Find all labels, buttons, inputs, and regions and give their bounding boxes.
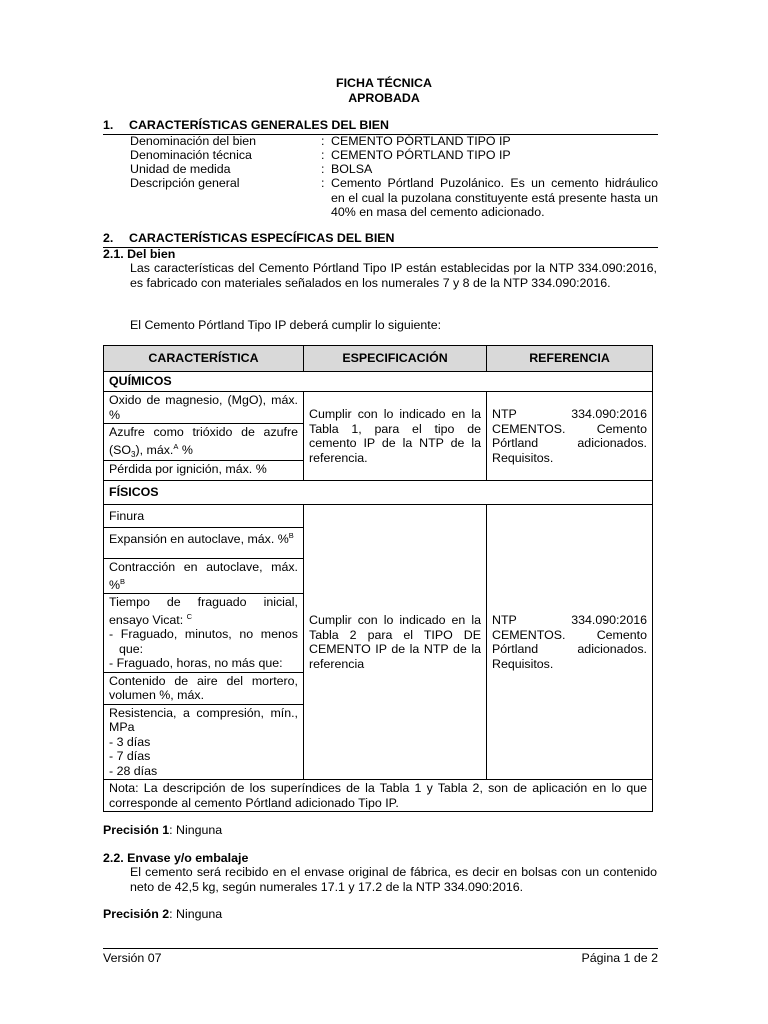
- footer-divider: [103, 948, 658, 949]
- cell-quimicos-especificacion: Cumplir con lo indicado en la Tabla 1, para el tipo de cemento IP de la NTP de la referencia.: [304, 392, 487, 481]
- general-colon: :: [321, 176, 325, 190]
- general-label: Descripción general: [130, 176, 240, 190]
- cell-contraccion-autoclave: [104, 559, 304, 594]
- table-row: [104, 505, 653, 528]
- cell-fisicos-especificacion: Cumplir con lo indicado en la Tabla 2 para el TIPO DE CEMENTO IP de la NTP de la referencia: [304, 505, 487, 780]
- table-row-quimicos-title: [104, 372, 653, 392]
- table-row-fisicos-title: [104, 481, 653, 505]
- general-colon: :: [321, 134, 325, 148]
- general-colon: :: [321, 162, 325, 176]
- text-contraccion: Contracción en autoclave, máx. %: [109, 560, 298, 592]
- text-expansion: Expansión en autoclave, máx. %: [109, 532, 289, 547]
- section-1-title: CARACTERÍSTICAS GENERALES DEL BIEN: [129, 118, 389, 132]
- specification-table: [103, 345, 653, 812]
- section-2-heading: [103, 231, 658, 248]
- footer-page-number: Página 1 de 2: [581, 951, 658, 965]
- text-azufre-b: ), máx.: [135, 442, 174, 457]
- superscript-c: C: [186, 611, 193, 621]
- paragraph-cumplir: El Cemento Pórtland Tipo IP deberá cumplir lo siguiente:: [130, 318, 442, 332]
- paragraph-envase: El cemento será recibido en el envase original de fábrica, es decir en bolsas con un contenido neto de 42,5 kg, según numerales 17.1 y 17.2 de la NTP 334.090:2016.: [130, 865, 657, 894]
- general-value: Cemento Pórtland Puzolánico. Es un cemento hidráulico en el cual la puzolana constituyente está presente hasta un 40% en masa del cemento adicionado.: [331, 176, 658, 219]
- precision-1: [103, 823, 222, 838]
- subscript-3: 3: [131, 449, 136, 459]
- general-label: Unidad de medida: [130, 162, 231, 176]
- table-header-row: [104, 346, 653, 372]
- header-especificacion: ESPECIFICACIÓN: [304, 346, 487, 372]
- text-fraguado-horas: - Fraguado, horas, no más que:: [109, 656, 283, 671]
- general-value: CEMENTO PÓRTLAND TIPO IP: [331, 134, 511, 148]
- header-caracteristica: CARACTERÍSTICA: [104, 346, 304, 372]
- paragraph-del-bien: Las características del Cemento Pórtland Tipo IP están establecidas por la NTP 334.090:2016, es fabricado con materiales señalados en los numerales 7 y 8 de la NTP 334.090:2016.: [130, 261, 657, 290]
- cell-fisicos-referencia: NTP 334.090:2016 CEMENTOS. Cemento Pórtland adicionados. Requisitos.: [487, 505, 653, 780]
- superscript-b: B: [120, 576, 126, 586]
- precision-1-label: Precisión 1: [103, 823, 170, 837]
- cell-expansion-autoclave: [104, 528, 304, 559]
- section-1-heading: [103, 118, 658, 135]
- category-quimicos: QUÍMICOS: [104, 372, 653, 392]
- cell-tiempo-fraguado: [104, 594, 304, 673]
- section-2-title: CARACTERÍSTICAS ESPECÍFICAS DEL BIEN: [129, 231, 395, 245]
- precision-2-label: Precisión 2: [103, 907, 170, 921]
- general-value: CEMENTO PÓRTLAND TIPO IP: [331, 148, 511, 162]
- text-tiempo-fraguado: [109, 595, 298, 627]
- cell-quimicos-referencia: NTP 334.090:2016 CEMENTOS. Cemento Pórtland adicionados. Requisitos.: [487, 392, 653, 481]
- doc-title: FICHA TÉCNICA: [336, 76, 432, 90]
- section-1-number: 1.: [103, 118, 114, 132]
- general-label: Denominación técnica: [130, 148, 252, 162]
- cell-perdida-ignicion: Pérdida por ignición, máx. %: [104, 461, 304, 481]
- header-referencia: REFERENCIA: [487, 346, 653, 372]
- text-7-dias: - 7 días: [109, 749, 151, 764]
- text-azufre-a: Azufre como trióxido de azufre (SO: [109, 425, 298, 457]
- footer-version: Versión 07: [103, 951, 162, 965]
- subsection-2-2-title: 2.2. Envase y/o embalaje: [103, 851, 249, 865]
- superscript-a: A: [173, 441, 179, 451]
- general-label: Denominación del bien: [130, 134, 257, 148]
- text-28-dias: - 28 días: [109, 763, 158, 778]
- text-tiempo-fraguado-label: Tiempo de fraguado inicial, ensayo Vicat:: [109, 595, 298, 627]
- text-3-dias: - 3 días: [109, 734, 151, 749]
- precision-1-value: : Ninguna: [169, 823, 223, 837]
- doc-subtitle: APROBADA: [348, 91, 420, 105]
- precision-2: [103, 907, 222, 922]
- table-row: [104, 392, 653, 424]
- superscript-b: B: [288, 531, 294, 541]
- text-fraguado-minutos: - Fraguado, minutos, no menos que:: [109, 627, 298, 656]
- cell-azufre: [104, 424, 304, 461]
- precision-2-value: : Ninguna: [169, 907, 223, 921]
- text-resistencia: Resistencia, a compresión, mín., MPa: [109, 705, 298, 735]
- cell-finura: Finura: [104, 505, 304, 528]
- table-row-note: [104, 780, 653, 812]
- subsection-2-1-title: 2.1. Del bien: [103, 247, 176, 261]
- general-value: BOLSA: [331, 162, 373, 176]
- text-azufre-c: %: [178, 442, 193, 457]
- section-2-number: 2.: [103, 231, 114, 245]
- cell-oxido-magnesio: Oxido de magnesio, (MgO), máx. %: [104, 392, 304, 424]
- general-colon: :: [321, 148, 325, 162]
- cell-resistencia-compresion: [104, 704, 304, 780]
- cell-contenido-aire: Contenido de aire del mortero, volumen %, máx.: [104, 672, 304, 704]
- category-fisicos: FÍSICOS: [104, 481, 653, 505]
- cell-nota: Nota: La descripción de los superíndices de la Tabla 1 y Tabla 2, son de aplicación en lo que corresponde al cemento Pórtland adicionado Tipo IP.: [104, 780, 653, 812]
